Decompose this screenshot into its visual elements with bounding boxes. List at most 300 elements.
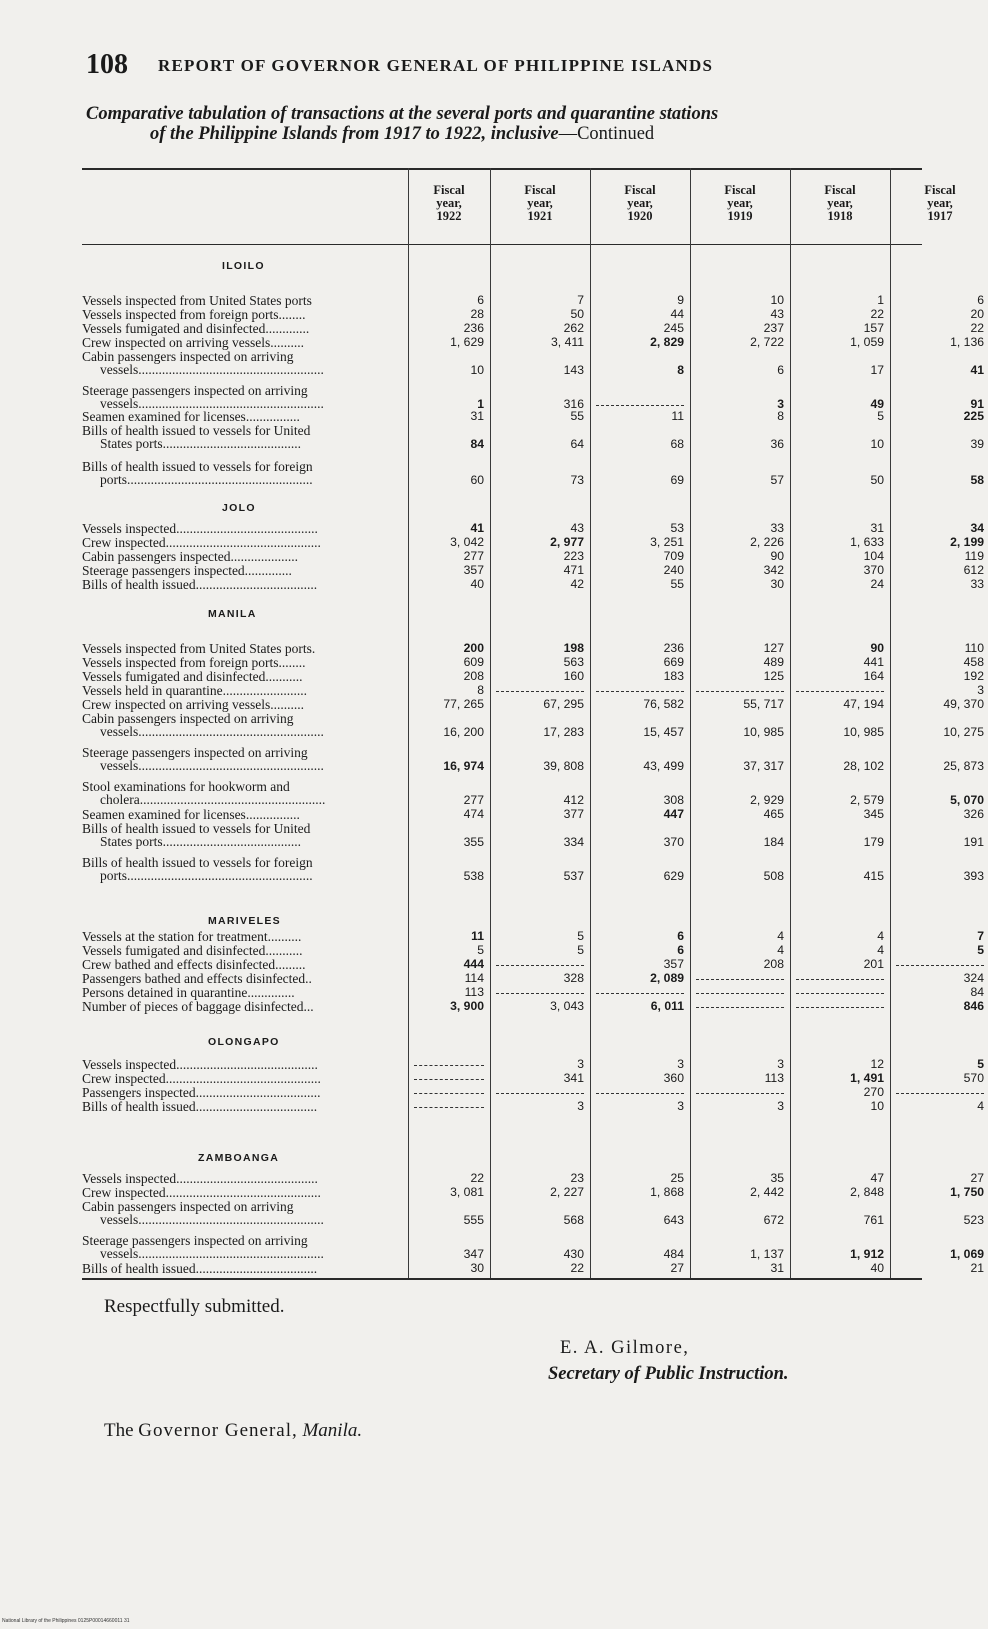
row-label: Vessels fumigated and disinfected........... (82, 943, 303, 958)
table-cell: 22 (970, 321, 984, 335)
row-label: Cabin passengers inspected on arriving vessels....................................................... (82, 711, 324, 739)
table-cell: 37, 317 (743, 759, 784, 773)
table-cell: 10, 985 (843, 725, 884, 739)
addressee-name: Governor General, (138, 1420, 298, 1441)
empty-cell-dash (596, 1093, 684, 1094)
table-cell: 2, 977 (550, 535, 584, 549)
running-title: REPORT OF GOVERNOR GENERAL OF PHILIPPINE ISLANDS (158, 56, 714, 75)
table-cell: 6 (677, 929, 684, 943)
table-cell: 43, 499 (643, 759, 684, 773)
signer-title: Secretary of Public Instruction. (548, 1364, 789, 1384)
table-cell: 10 (870, 437, 884, 451)
table-cell: 39, 808 (543, 759, 584, 773)
table-cell: 47, 194 (843, 697, 884, 711)
table-cell: 17 (870, 363, 884, 377)
table-cell: 1, 491 (850, 1071, 884, 1085)
table-cell: 208 (463, 669, 484, 683)
table-cell: 1, 868 (650, 1185, 684, 1199)
table-cell: 444 (463, 957, 484, 971)
caption-line-2-text: of the Philippine Islands from 1917 to 1922, inclusive (150, 124, 559, 144)
table-cell: 2, 579 (850, 793, 884, 807)
empty-cell-dash (796, 979, 884, 980)
row-label: Vessels inspected from foreign ports........ (82, 307, 306, 322)
table-cell: 328 (563, 971, 584, 985)
table-cell: 33 (970, 577, 984, 591)
table-cell: 25, 873 (943, 759, 984, 773)
closing-line: Respectfully submitted. (104, 1296, 285, 1317)
table-cell: 68 (670, 437, 684, 451)
caption-line-2 (86, 124, 926, 144)
table-cell: 357 (463, 563, 484, 577)
table-cell: 1, 912 (850, 1247, 884, 1261)
table-cell: 1, 633 (850, 535, 884, 549)
table-cell: 40 (470, 577, 484, 591)
table-cell: 31 (870, 521, 884, 535)
row-label: Crew inspected.............................................. (82, 1071, 321, 1086)
table-cell: 360 (663, 1071, 684, 1085)
table-cell: 77, 265 (443, 697, 484, 711)
table-cell: 3, 042 (450, 535, 484, 549)
row-label: Bills of health issued to vessels for foreign ports....................................................... (82, 855, 313, 883)
table-cell: 2, 089 (650, 971, 684, 985)
table-cell: 34 (970, 521, 984, 535)
table-cell: 47 (870, 1171, 884, 1185)
table-cell: 761 (863, 1213, 884, 1227)
row-label: Bills of health issued.................................... (82, 1099, 318, 1114)
table-cell: 25 (670, 1171, 684, 1185)
table-cell: 90 (770, 549, 784, 563)
table-cell: 3 (677, 1099, 684, 1113)
row-label: Cabin passengers inspected.................... (82, 549, 298, 564)
table-cell: 236 (663, 641, 684, 655)
column-header: Fiscal year, 1921 (524, 183, 556, 223)
table-cell: 3, 900 (450, 999, 484, 1013)
table-cell: 50 (570, 307, 584, 321)
table-cell: 508 (763, 869, 784, 883)
table-cell: 5 (577, 943, 584, 957)
table-cell: 412 (563, 793, 584, 807)
table-cell: 11 (471, 929, 484, 943)
row-label: Vessels inspected from United States ports. (82, 641, 316, 656)
table-cell: 3 (777, 1057, 784, 1071)
table-cell: 23 (570, 1171, 584, 1185)
table-cell: 6, 011 (650, 999, 684, 1013)
table-cell: 5 (977, 1057, 984, 1071)
table-cell: 73 (570, 473, 584, 487)
table-cell: 143 (563, 363, 584, 377)
empty-cell-dash (696, 691, 784, 692)
table-cell: 3 (777, 1099, 784, 1113)
table-cell: 370 (663, 835, 684, 849)
table-cell: 198 (563, 641, 584, 655)
empty-cell-dash (596, 691, 684, 692)
table-cell: 465 (763, 807, 784, 821)
table-cell: 2, 722 (750, 335, 784, 349)
table-cell: 471 (563, 563, 584, 577)
table-cell: 28 (470, 307, 484, 321)
table-cell: 334 (563, 835, 584, 849)
table-cell: 370 (863, 563, 884, 577)
table-cell: 64 (570, 437, 584, 451)
table-cell: 16, 200 (443, 725, 484, 739)
table-cell: 324 (963, 971, 984, 985)
header-rule (82, 244, 922, 245)
column-header: Fiscal year, 1918 (824, 183, 856, 223)
table-cell: 3 (777, 397, 784, 411)
table-cell: 3, 081 (450, 1185, 484, 1199)
table-cell: 1, 059 (850, 335, 884, 349)
table-cell: 192 (963, 669, 984, 683)
row-label: Bills of health issued.................................... (82, 577, 318, 592)
column-divider (890, 168, 891, 1278)
table-cell: 484 (663, 1247, 684, 1261)
row-label: Crew inspected on arriving vessels.......... (82, 697, 304, 712)
table-cell: 49, 370 (943, 697, 984, 711)
table-cell: 35 (770, 1171, 784, 1185)
table-cell: 160 (563, 669, 584, 683)
table-cell: 43 (770, 307, 784, 321)
table-cell: 10 (470, 363, 484, 377)
table-cell: 22 (570, 1261, 584, 1275)
table-cell: 2, 442 (750, 1185, 784, 1199)
table-cell: 3, 043 (550, 999, 584, 1013)
table-cell: 4 (777, 929, 784, 943)
empty-cell-dash (496, 1093, 584, 1094)
table-cell: 3 (677, 1057, 684, 1071)
table-cell: 22 (470, 1171, 484, 1185)
table-cell: 33 (770, 521, 784, 535)
table-cell: 55 (670, 577, 684, 591)
table-cell: 28, 102 (843, 759, 884, 773)
table-cell: 669 (663, 655, 684, 669)
table-cell: 1, 629 (450, 335, 484, 349)
empty-cell-dash (696, 979, 784, 980)
table-cell: 489 (763, 655, 784, 669)
table-cell: 5 (977, 943, 984, 957)
column-header: Fiscal year, 1922 (433, 183, 465, 223)
row-label: Vessels inspected from foreign ports........ (82, 655, 306, 670)
table-cell: 10 (770, 293, 784, 307)
table-cell: 277 (463, 793, 484, 807)
row-label: Seamen examined for licenses................ (82, 807, 300, 822)
table-top-rule (82, 168, 922, 170)
table-cell: 345 (863, 807, 884, 821)
row-label: Steerage passengers inspected.............. (82, 563, 292, 578)
empty-cell-dash (696, 993, 784, 994)
column-divider (690, 168, 691, 1278)
table-cell: 69 (670, 473, 684, 487)
table-cell: 3 (577, 1057, 584, 1071)
table-cell: 709 (663, 549, 684, 563)
table-cell: 21 (970, 1261, 984, 1275)
table-cell: 4 (977, 1099, 984, 1113)
addressee-place: Manila. (302, 1420, 363, 1441)
table-cell: 125 (763, 669, 784, 683)
table-cell: 60 (470, 473, 484, 487)
table-cell: 474 (463, 807, 484, 821)
table-cell: 458 (963, 655, 984, 669)
row-label: Passengers inspected..................................... (82, 1085, 321, 1100)
table-cell: 2, 829 (650, 335, 684, 349)
table-cell: 41 (470, 521, 484, 535)
caption-continued: —Continued (558, 124, 655, 144)
table-cell: 119 (964, 549, 984, 563)
empty-cell-dash (596, 993, 684, 994)
table-cell: 240 (663, 563, 684, 577)
table-cell: 225 (963, 409, 984, 423)
table-cell: 55 (570, 409, 584, 423)
column-divider (490, 168, 491, 1278)
table-cell: 12 (870, 1057, 884, 1071)
table-cell: 342 (763, 563, 784, 577)
table-cell: 10 (870, 1099, 884, 1113)
table-cell: 8 (777, 409, 784, 423)
table-cell: 3 (577, 1099, 584, 1113)
section-title: MARIVELES (208, 915, 281, 927)
section-title: OLONGAPO (208, 1036, 280, 1048)
table-cell: 22 (870, 307, 884, 321)
empty-cell-dash (796, 691, 884, 692)
table-cell: 114 (464, 971, 484, 985)
row-label: Passengers bathed and effects disinfected.. (82, 971, 312, 986)
table-cell: 7 (577, 293, 584, 307)
table-cell: 643 (663, 1213, 684, 1227)
table-cell: 326 (963, 807, 984, 821)
row-label: Vessels fumigated and disinfected........... (82, 669, 303, 684)
table-cell: 538 (463, 869, 484, 883)
table-cell: 42 (570, 577, 584, 591)
table-cell: 17, 283 (543, 725, 584, 739)
table-cell: 9 (677, 293, 684, 307)
table-cell: 10, 275 (943, 725, 984, 739)
empty-cell-dash (496, 965, 584, 966)
row-label: Crew inspected.............................................. (82, 1185, 321, 1200)
table-cell: 2, 929 (750, 793, 784, 807)
table-cell: 609 (463, 655, 484, 669)
table-cell: 164 (863, 669, 884, 683)
signer-name: E. A. Gilmore, (560, 1338, 690, 1358)
addressee-prefix: The (104, 1420, 139, 1441)
table-cell: 1 (877, 293, 884, 307)
empty-cell-dash (596, 405, 684, 406)
table-cell: 846 (963, 999, 984, 1013)
table-cell: 104 (863, 549, 884, 563)
table-cell: 57 (770, 473, 784, 487)
table-cell: 4 (877, 943, 884, 957)
table-cell: 16, 974 (443, 759, 484, 773)
table-cell: 1, 750 (950, 1185, 984, 1199)
table-cell: 30 (770, 577, 784, 591)
table-cell: 90 (870, 641, 884, 655)
row-label: Number of pieces of baggage disinfected... (82, 999, 314, 1014)
table-cell: 5 (877, 409, 884, 423)
table-cell: 2, 199 (950, 535, 984, 549)
empty-cell-dash (414, 1093, 484, 1094)
row-label: Vessels inspected.......................................... (82, 1171, 318, 1186)
caption-line-1: Comparative tabulation of transactions at the several ports and quarantine stations (86, 104, 719, 124)
row-label: Crew inspected on arriving vessels.......... (82, 335, 304, 350)
table-cell: 672 (763, 1213, 784, 1227)
table-cell: 91 (970, 397, 984, 411)
table-cell: 1, 136 (950, 335, 984, 349)
table-caption (86, 104, 926, 144)
row-label: Cabin passengers inspected on arriving vessels....................................................... (82, 1199, 324, 1227)
table-cell: 4 (877, 929, 884, 943)
empty-cell-dash (496, 993, 584, 994)
table-cell: 537 (563, 869, 584, 883)
table-cell: 36 (770, 437, 784, 451)
table-cell: 415 (863, 869, 884, 883)
empty-cell-dash (496, 691, 584, 692)
column-header: Fiscal year, 1920 (624, 183, 656, 223)
section-title: ILOILO (222, 260, 265, 272)
table-cell: 347 (463, 1247, 484, 1261)
row-label: Vessels inspected.......................................... (82, 521, 318, 536)
table-cell: 184 (763, 835, 784, 849)
empty-cell-dash (896, 1093, 984, 1094)
row-label: Persons detained in quarantine.............. (82, 985, 295, 1000)
table-cell: 84 (970, 985, 984, 999)
table-cell: 5, 070 (950, 793, 984, 807)
table-cell: 15, 457 (643, 725, 684, 739)
table-cell: 113 (764, 1071, 784, 1085)
table-cell: 355 (463, 835, 484, 849)
table-cell: 8 (477, 683, 484, 697)
table-cell: 1 (477, 397, 484, 411)
table-cell: 6 (977, 293, 984, 307)
table-cell: 11 (671, 409, 684, 423)
table-cell: 430 (563, 1247, 584, 1261)
table-cell: 200 (463, 641, 484, 655)
table-cell: 55, 717 (743, 697, 784, 711)
table-cell: 1, 137 (750, 1247, 784, 1261)
table-cell: 3, 411 (551, 335, 584, 349)
empty-cell-dash (796, 993, 884, 994)
table-cell: 341 (563, 1071, 584, 1085)
table-cell: 3 (977, 683, 984, 697)
table-cell: 39 (970, 437, 984, 451)
table-cell: 31 (470, 409, 484, 423)
column-divider (790, 168, 791, 1278)
table-cell: 10, 985 (743, 725, 784, 739)
empty-cell-dash (696, 1007, 784, 1008)
table-cell: 6 (677, 943, 684, 957)
table-cell: 27 (670, 1261, 684, 1275)
table-cell: 1, 069 (950, 1247, 984, 1261)
row-label: Crew inspected.............................................. (82, 535, 321, 550)
table-cell: 67, 295 (543, 697, 584, 711)
column-divider (590, 168, 591, 1278)
table-cell: 5 (577, 929, 584, 943)
table-cell: 179 (863, 835, 884, 849)
table-cell: 24 (870, 577, 884, 591)
table-cell: 357 (663, 957, 684, 971)
row-label: Vessels fumigated and disinfected............. (82, 321, 310, 336)
table-cell: 49 (870, 397, 884, 411)
table-cell: 6 (777, 363, 784, 377)
table-cell: 40 (870, 1261, 884, 1275)
row-label: Bills of health issued.................................... (82, 1261, 318, 1276)
column-header: Fiscal year, 1919 (724, 183, 756, 223)
empty-cell-dash (796, 1007, 884, 1008)
row-label: Vessels inspected from United States ports (82, 293, 312, 308)
table-cell: 262 (563, 321, 584, 335)
table-cell: 277 (463, 549, 484, 563)
table-cell: 44 (670, 307, 684, 321)
table-cell: 50 (870, 473, 884, 487)
table-cell: 30 (470, 1261, 484, 1275)
table-cell: 191 (963, 835, 984, 849)
table-cell: 157 (863, 321, 884, 335)
table-cell: 208 (763, 957, 784, 971)
row-label: Steerage passengers inspected on arriving vessels....................................................... (82, 383, 324, 411)
row-label: Steerage passengers inspected on arriving vessels....................................................... (82, 1233, 324, 1261)
table-cell: 2, 226 (750, 535, 784, 549)
table-cell: 555 (463, 1213, 484, 1227)
empty-cell-dash (414, 1065, 484, 1066)
table-cell: 43 (570, 521, 584, 535)
row-label: Cabin passengers inspected on arriving vessels....................................................... (82, 349, 324, 377)
row-label: Vessels held in quarantine......................... (82, 683, 307, 698)
table-cell: 110 (964, 641, 984, 655)
empty-cell-dash (414, 1079, 484, 1080)
table-cell: 113 (464, 985, 484, 999)
row-label: Bills of health issued to vessels for United States ports......................................... (82, 821, 311, 849)
table-cell: 58 (970, 473, 984, 487)
table-cell: 523 (963, 1213, 984, 1227)
table-cell: 3, 251 (650, 535, 684, 549)
table-cell: 2, 227 (550, 1185, 584, 1199)
row-label: Stool examinations for hookworm and cholera....................................................... (82, 779, 326, 807)
empty-cell-dash (896, 965, 984, 966)
table-cell: 5 (477, 943, 484, 957)
table-cell: 270 (863, 1085, 884, 1099)
table-cell: 316 (563, 397, 584, 411)
table-cell: 236 (463, 321, 484, 335)
table-cell: 223 (563, 549, 584, 563)
empty-cell-dash (696, 1093, 784, 1094)
table-cell: 237 (763, 321, 784, 335)
section-title: MANILA (208, 608, 257, 620)
table-cell: 20 (970, 307, 984, 321)
table-cell: 612 (963, 563, 984, 577)
scan-footer: National Library of the Philippines 0125P00014660011 31 (2, 1618, 130, 1624)
column-header: Fiscal year, 1917 (924, 183, 956, 223)
page-header (86, 44, 906, 84)
table-cell: 377 (563, 807, 584, 821)
table-cell: 441 (863, 655, 884, 669)
table-cell: 570 (963, 1071, 984, 1085)
table-cell: 245 (663, 321, 684, 335)
section-title: ZAMBOANGA (198, 1152, 280, 1164)
table-cell: 6 (477, 293, 484, 307)
table-cell: 629 (663, 869, 684, 883)
column-divider (408, 168, 409, 1278)
table-cell: 183 (663, 669, 684, 683)
table-cell: 127 (763, 641, 784, 655)
row-label: Vessels inspected.......................................... (82, 1057, 318, 1072)
section-title: JOLO (222, 502, 256, 514)
table-bottom-rule (82, 1278, 922, 1280)
row-label: Crew bathed and effects disinfected......... (82, 957, 306, 972)
page-number: 108 (86, 49, 128, 80)
table-cell: 31 (770, 1261, 784, 1275)
row-label: Seamen examined for licenses................ (82, 409, 300, 424)
table-cell: 53 (670, 521, 684, 535)
row-label: Bills of health issued to vessels for foreign ports....................................................... (82, 459, 313, 487)
table-cell: 308 (663, 793, 684, 807)
table-cell: 84 (470, 437, 484, 451)
